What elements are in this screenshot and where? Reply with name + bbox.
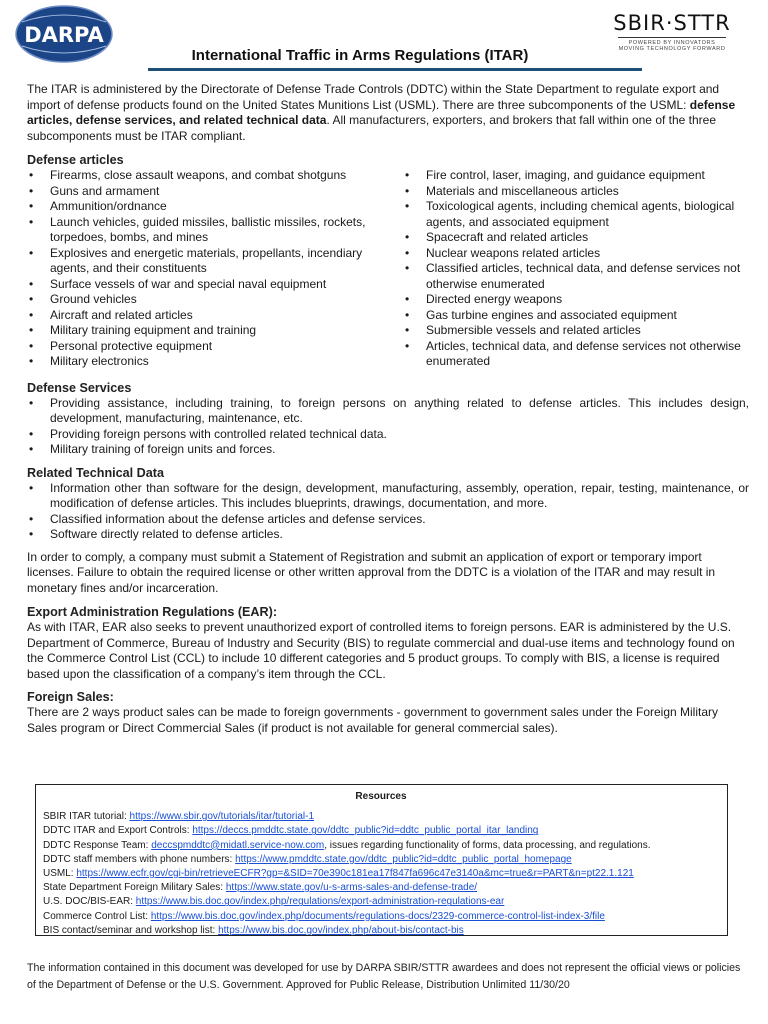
list-item: • Submersible vessels and related articles — [403, 323, 749, 339]
resource-link[interactable]: https://deccs.pmddtc.state.gov/ddtc_public?id=ddtc_public_portal_itar_landing — [192, 825, 539, 837]
list-item: • Classified articles, technical data, and defense services not otherwise enumerated — [403, 261, 749, 292]
list-item: • Providing foreign persons with controlled related technical data. — [27, 427, 749, 443]
resource-link[interactable]: https://www.state.gov/u-s-arms-sales-and-defense-trade/ — [225, 882, 478, 894]
list-item: • Guns and armament — [27, 184, 403, 200]
resource-link[interactable]: https://www.bis.doc.gov/index.php/documents/regulations-docs/2329-commerce-control-list-index-3/file — [150, 910, 605, 922]
list-item: • Software directly related to defense articles. — [27, 527, 749, 543]
list-item: • Directed energy weapons — [403, 292, 749, 308]
list-item: • Fire control, laser, imaging, and guidance equipment — [403, 168, 749, 184]
list-item: • Explosives and energetic materials, propellants, incendiary agents, and their constituents — [27, 246, 403, 277]
list-item: • Personal protective equipment — [27, 339, 403, 355]
list-item: • Launch vehicles, guided missiles, ballistic missiles, rockets, torpedoes, bombs, and mines — [27, 215, 403, 246]
list-item: • Surface vessels of war and special naval equipment — [27, 277, 403, 293]
title-underline — [148, 68, 642, 71]
foreign-sales-paragraph: There are 2 ways product sales can be made to foreign governments - government to government sales under the Foreign Military Sales program or Direct Commercial Sales (if product is not available for general commercial sales). — [27, 705, 719, 735]
page-title: International Traffic in Arms Regulations (ITAR) — [191, 47, 529, 64]
resource-row — [43, 924, 719, 938]
list-item: • Ammunition/ordnance — [27, 199, 403, 215]
list-item: • Ground vehicles — [27, 292, 403, 308]
foreign-sales-heading: Foreign Sales: — [27, 690, 114, 704]
defense-articles-right-list — [403, 168, 749, 370]
resource-after: , issues regarding functionality of forms, data processing, and regulations. — [324, 839, 651, 851]
resource-label: USML: — [43, 868, 77, 880]
resource-label: SBIR ITAR tutorial: — [43, 811, 130, 823]
list-item: • Toxicological agents, including chemical agents, biological agents, and associated equipment — [403, 199, 749, 230]
sbir-tagline-2: MOVING TECHNOLOGY FORWARD — [618, 46, 726, 52]
list-item: • Spacecraft and related articles — [403, 230, 749, 246]
resource-label: DDTC Response Team: — [43, 839, 152, 851]
list-item: • Nuclear weapons related articles — [403, 246, 749, 262]
resource-link[interactable]: https://www.ecfr.gov/cgi-bin/retrieveECFR?gp=&SID=70e390c181ea17f847fa696c47e3140a&mc=true&r=PART&n=pt22.1.121 — [76, 868, 634, 880]
ear-heading: Export Administration Regulations (EAR): — [27, 605, 278, 619]
intro-text-1: The ITAR is administered by the Directorate of Defense Trade Controls (DDTC) within the State Department to regulate export and import of defense products found on the United States Munitions List (USML). There are three subcomponents of the USML: — [27, 82, 720, 112]
darpa-logo-text: DARPA — [24, 23, 104, 47]
resource-link[interactable]: https://www.bis.doc.gov/index.php/regulations/export-administration-regulations-ear — [135, 896, 505, 908]
list-item: • Military training of foreign units and forces. — [27, 442, 749, 458]
defense-services-list — [27, 396, 749, 458]
resource-row — [43, 881, 719, 895]
list-item: • Providing assistance, including training, to foreign persons on anything related to defense articles. This includes design, development, manufacturing, maintenance, etc. — [27, 396, 749, 427]
resource-row — [43, 867, 719, 881]
ear-paragraph: As with ITAR, EAR also seeks to prevent unauthorized export of controlled items to foreign persons. EAR is administered by the U.S. Department of Commerce, Bureau of Industry and Security (BIS) to regulate commercial and dual-use items and technology found on the Commerce Control List (CCL) to include 10 different categories and 5 product groups. To comply with BIS, a license is required based upon the classification of a company’s item through the CCL. — [27, 620, 735, 681]
resource-link[interactable]: https://www.sbir.gov/tutorials/itar/tutorial-1 — [129, 811, 315, 823]
document-body — [27, 82, 749, 736]
list-item: • Military electronics — [27, 354, 403, 370]
list-item: • Firearms, close assault weapons, and combat shotguns — [27, 168, 403, 184]
resources-title: Resources — [355, 791, 407, 802]
resource-row — [43, 839, 719, 853]
footer-disclaimer: The information contained in this document was developed for use by DARPA SBIR/STTR awardees and does not represent the official views or policies of the Department of Defense or the U.S. Government. Approved for Public Release, Distribution Unlimited 11/30/20 — [27, 962, 741, 991]
defense-services-heading: Defense Services — [27, 380, 132, 395]
resource-link[interactable]: deccspmddtc@midatl.service-now.com — [151, 839, 325, 851]
resource-label: Commerce Control List: — [43, 910, 151, 922]
list-item: • Articles, technical data, and defense services not otherwise enumerated — [403, 339, 749, 370]
list-item: • Information other than software for the design, development, manufacturing, assembly, operation, repair, testing, maintenance, or modification of defense articles. This includes blueprints, drawings, documentation, and more. — [27, 481, 749, 512]
resource-label: BIS contact/seminar and workshop list: — [43, 924, 219, 936]
resource-label: DDTC ITAR and Export Controls: — [43, 825, 193, 837]
defense-articles-columns — [27, 168, 749, 370]
comply-paragraph: In order to comply, a company must submit a Statement of Registration and submit an application of export or temporary import licenses. Failure to obtain the required license or other written approval from the DDTC is a violation of the ITAR and may result in monetary fines and/or incarceration. — [27, 549, 716, 595]
resource-link[interactable]: https://www.bis.doc.gov/index.php/about-bis/contact-bis — [218, 924, 464, 936]
intro-bold-text: defense articles, defense services, and related technical data — [27, 97, 736, 127]
resource-row — [43, 810, 719, 824]
list-item: • Aircraft and related articles — [27, 308, 403, 324]
sbir-logo-rule — [618, 37, 726, 38]
resource-row — [43, 910, 719, 924]
resource-row — [43, 824, 719, 838]
resource-row — [43, 853, 719, 867]
resource-label: State Department Foreign Military Sales: — [43, 882, 226, 894]
defense-articles-heading: Defense articles — [27, 153, 124, 167]
intro-text-2: . All manufacturers, exporters, and brokers that fall within one of the three subcomponents must be ITAR compliant. — [27, 113, 717, 143]
sbir-tagline-1: POWERED BY INNOVATORS — [628, 40, 716, 46]
list-item: • Military training equipment and training — [27, 323, 403, 339]
list-item: • Materials and miscellaneous articles — [403, 184, 749, 200]
list-item: • Classified information about the defense articles and defense services. — [27, 512, 749, 528]
sbir-sttr-logo — [612, 12, 732, 52]
resource-row — [43, 895, 719, 909]
list-item: • Gas turbine engines and associated equipment — [403, 308, 749, 324]
sbir-sttr-logo-text: SBIR·STTR — [613, 11, 731, 35]
resource-link[interactable]: https://www.pmddtc.state.gov/ddtc_public?id=ddtc_public_portal_homepage — [235, 853, 572, 865]
technical-data-heading: Related Technical Data — [27, 465, 164, 480]
resource-label: U.S. DOC/BIS-EAR: — [43, 896, 136, 908]
resources-box — [35, 784, 728, 936]
intro-paragraph — [27, 82, 749, 144]
technical-data-list — [27, 481, 749, 543]
defense-articles-left-list — [27, 168, 403, 370]
resource-label: DDTC staff members with phone numbers: — [43, 853, 236, 865]
